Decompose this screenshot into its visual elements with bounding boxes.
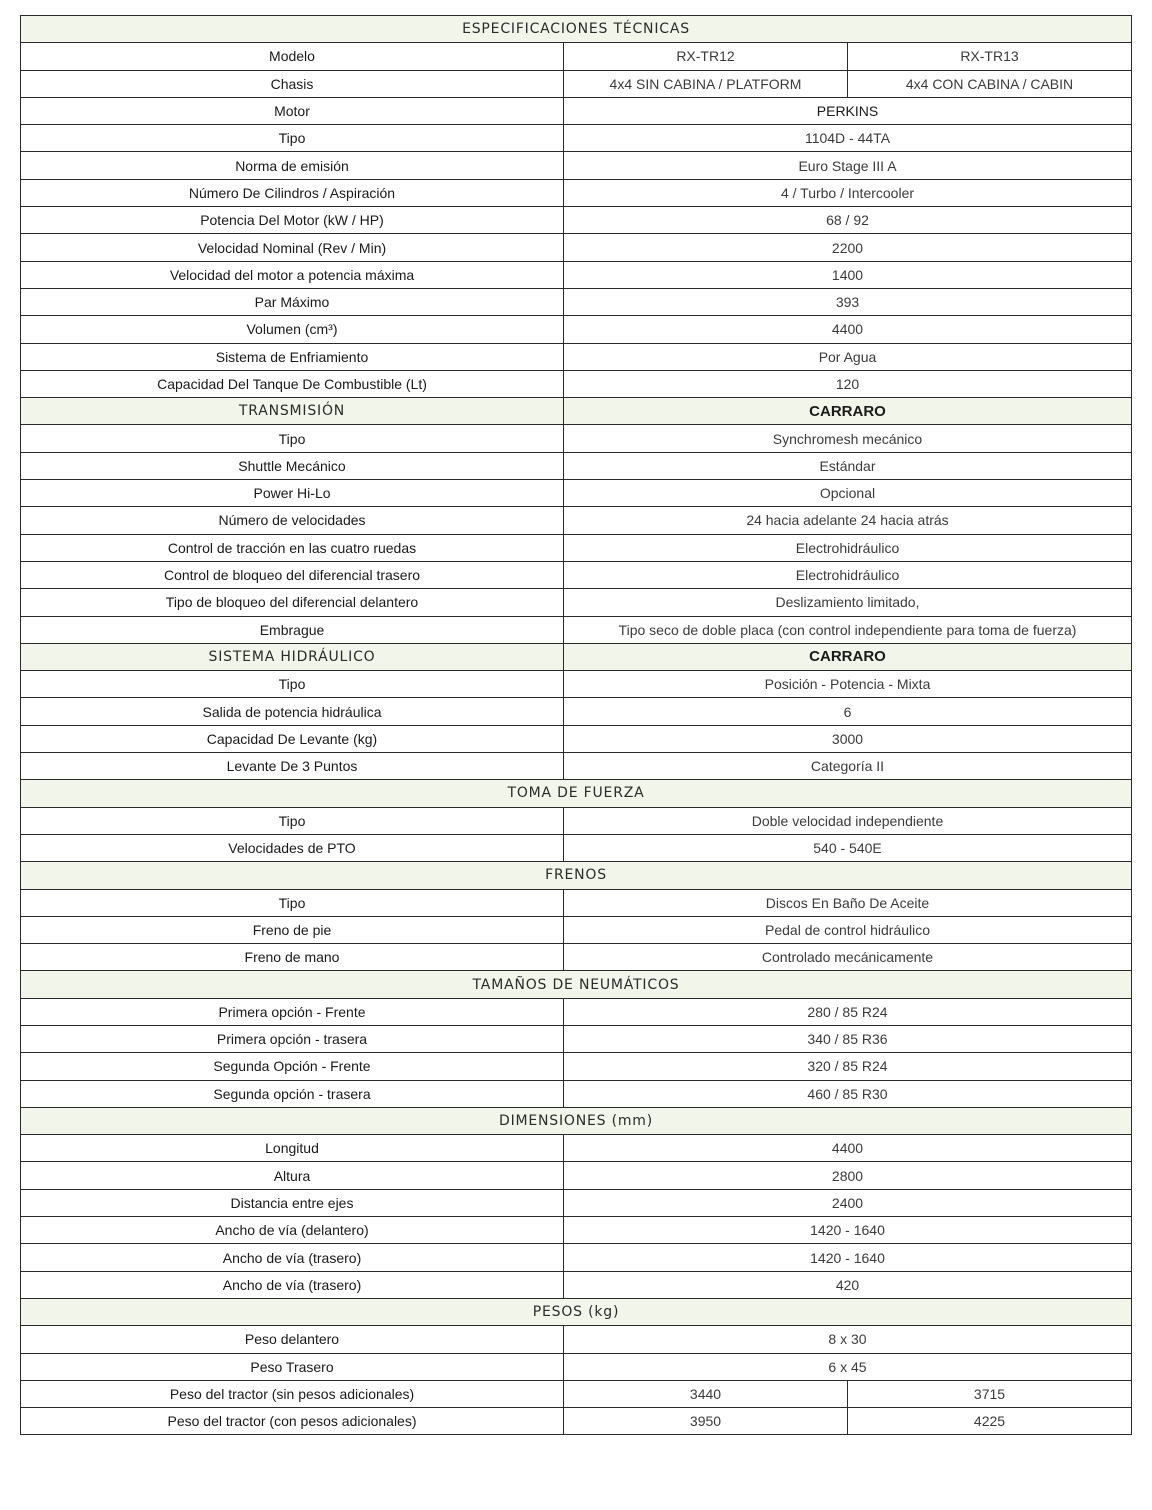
row-label: Capacidad Del Tanque De Combustible (Lt) xyxy=(21,370,564,397)
row-label: Freno de pie xyxy=(21,916,564,943)
section-header-hydraulic xyxy=(21,643,1132,670)
row-value: 1400 xyxy=(564,261,1132,288)
row-value: 3000 xyxy=(564,725,1132,752)
row-value: 1104D - 44TA xyxy=(564,125,1132,152)
row-value: 6 xyxy=(564,698,1132,725)
table-title-row xyxy=(21,16,1132,43)
table-row xyxy=(21,425,1132,452)
row-value: 1420 - 1640 xyxy=(564,1244,1132,1271)
row-value: 4400 xyxy=(564,1135,1132,1162)
row-value: 2200 xyxy=(564,234,1132,261)
table-row xyxy=(21,616,1132,643)
row-value: 8 x 30 xyxy=(564,1326,1132,1353)
row-value: Electrohidráulico xyxy=(564,561,1132,588)
row-value: 420 xyxy=(564,1271,1132,1298)
section-title: DIMENSIONES (mm) xyxy=(21,1107,1132,1134)
section-title: PESOS (kg) xyxy=(21,1298,1132,1325)
engine-brand: PERKINS xyxy=(564,97,1132,124)
table-row xyxy=(21,234,1132,261)
table-row xyxy=(21,316,1132,343)
table-row xyxy=(21,1353,1132,1380)
chassis-value-1: 4x4 SIN CABINA / PLATFORM xyxy=(564,70,848,97)
row-value: Synchromesh mecánico xyxy=(564,425,1132,452)
row-label: Control de tracción en las cuatro ruedas xyxy=(21,534,564,561)
row-value: 2400 xyxy=(564,1189,1132,1216)
model-row xyxy=(21,43,1132,70)
table-row xyxy=(21,889,1132,916)
row-label: Ancho de vía (trasero) xyxy=(21,1244,564,1271)
row-label: Segunda opción - trasera xyxy=(21,1080,564,1107)
row-label: Velocidad del motor a potencia máxima xyxy=(21,261,564,288)
row-label: Tipo xyxy=(21,125,564,152)
section-header-pto xyxy=(21,780,1132,807)
row-label: Levante De 3 Puntos xyxy=(21,753,564,780)
row-label: Sistema de Enfriamiento xyxy=(21,343,564,370)
row-label: Tipo xyxy=(21,889,564,916)
row-label: Número de velocidades xyxy=(21,507,564,534)
section-header-tires xyxy=(21,971,1132,998)
row-value: 2800 xyxy=(564,1162,1132,1189)
row-label: Potencia Del Motor (kW / HP) xyxy=(21,207,564,234)
section-header-weights xyxy=(21,1298,1132,1325)
section-header-transmission xyxy=(21,398,1132,425)
row-label: Peso Trasero xyxy=(21,1353,564,1380)
table-row xyxy=(21,1408,1132,1435)
row-label: Tipo de bloqueo del diferencial delantero xyxy=(21,589,564,616)
table-title: ESPECIFICACIONES TÉCNICAS xyxy=(21,16,1132,43)
table-row xyxy=(21,1326,1132,1353)
table-row xyxy=(21,671,1132,698)
table-row xyxy=(21,370,1132,397)
row-label: Freno de mano xyxy=(21,944,564,971)
table-row xyxy=(21,261,1132,288)
table-row xyxy=(21,698,1132,725)
row-value: Doble velocidad independiente xyxy=(564,807,1132,834)
row-label: Chasis xyxy=(21,70,564,97)
row-value: 540 - 540E xyxy=(564,834,1132,861)
table-row xyxy=(21,534,1132,561)
row-value: 24 hacia adelante 24 hacia atrás xyxy=(564,507,1132,534)
row-label: Velocidad Nominal (Rev / Min) xyxy=(21,234,564,261)
row-label: Ancho de vía (trasero) xyxy=(21,1271,564,1298)
table-row xyxy=(21,1135,1132,1162)
engine-brand-row xyxy=(21,97,1132,124)
row-value: 4400 xyxy=(564,316,1132,343)
section-brand: CARRARO xyxy=(564,643,1132,670)
table-row xyxy=(21,1162,1132,1189)
row-value: 68 / 92 xyxy=(564,207,1132,234)
chassis-value-2: 4x4 CON CABINA / CABIN xyxy=(848,70,1132,97)
section-title: TRANSMISIÓN xyxy=(21,398,564,425)
spec-table xyxy=(20,15,1132,1435)
table-row xyxy=(21,1189,1132,1216)
row-label: Peso del tractor (con pesos adicionales) xyxy=(21,1408,564,1435)
table-row xyxy=(21,1271,1132,1298)
row-label: Ancho de vía (delantero) xyxy=(21,1217,564,1244)
row-value-rx-tr13: 4225 xyxy=(848,1408,1132,1435)
row-value-rx-tr13: 3715 xyxy=(848,1380,1132,1407)
table-row xyxy=(21,125,1132,152)
row-value: Tipo seco de doble placa (con control independiente para toma de fuerza) xyxy=(564,616,1132,643)
table-row xyxy=(21,480,1132,507)
section-header-dimensions xyxy=(21,1107,1132,1134)
table-row xyxy=(21,998,1132,1025)
row-label: Distancia entre ejes xyxy=(21,1189,564,1216)
row-label: Primera opción - Frente xyxy=(21,998,564,1025)
section-brand: CARRARO xyxy=(564,398,1132,425)
row-value-rx-tr12: 3440 xyxy=(564,1380,848,1407)
section-title: TAMAÑOS DE NEUMÁTICOS xyxy=(21,971,1132,998)
row-value: 120 xyxy=(564,370,1132,397)
table-row xyxy=(21,343,1132,370)
row-label: Control de bloqueo del diferencial trasero xyxy=(21,561,564,588)
row-label: Segunda Opción - Frente xyxy=(21,1053,564,1080)
row-label: Power Hi-Lo xyxy=(21,480,564,507)
row-label: Capacidad De Levante (kg) xyxy=(21,725,564,752)
table-row xyxy=(21,916,1132,943)
row-label: Par Máximo xyxy=(21,288,564,315)
row-value: Euro Stage III A xyxy=(564,152,1132,179)
row-value: Pedal de control hidráulico xyxy=(564,916,1132,943)
table-row xyxy=(21,944,1132,971)
row-label: Shuttle Mecánico xyxy=(21,452,564,479)
section-title: TOMA DE FUERZA xyxy=(21,780,1132,807)
table-row xyxy=(21,179,1132,206)
table-row xyxy=(21,589,1132,616)
row-value: 6 x 45 xyxy=(564,1353,1132,1380)
row-value: 1420 - 1640 xyxy=(564,1217,1132,1244)
table-row xyxy=(21,1244,1132,1271)
table-row xyxy=(21,753,1132,780)
row-value: 320 / 85 R24 xyxy=(564,1053,1132,1080)
row-value: Opcional xyxy=(564,480,1132,507)
row-label: Longitud xyxy=(21,1135,564,1162)
row-label: Modelo xyxy=(21,43,564,70)
table-row xyxy=(21,207,1132,234)
row-label: Altura xyxy=(21,1162,564,1189)
table-row xyxy=(21,561,1132,588)
row-label: Embrague xyxy=(21,616,564,643)
row-value: 340 / 85 R36 xyxy=(564,1025,1132,1052)
section-title: SISTEMA HIDRÁULICO xyxy=(21,643,564,670)
section-header-brakes xyxy=(21,862,1132,889)
table-row xyxy=(21,288,1132,315)
row-label: Tipo xyxy=(21,807,564,834)
table-row xyxy=(21,152,1132,179)
row-label: Peso del tractor (sin pesos adicionales) xyxy=(21,1380,564,1407)
row-value: Controlado mecánicamente xyxy=(564,944,1132,971)
model-rx-tr13: RX-TR13 xyxy=(848,43,1132,70)
chassis-row xyxy=(21,70,1132,97)
table-row xyxy=(21,834,1132,861)
row-value: Categoría II xyxy=(564,753,1132,780)
model-rx-tr12: RX-TR12 xyxy=(564,43,848,70)
row-label: Número De Cilindros / Aspiración xyxy=(21,179,564,206)
row-value: 393 xyxy=(564,288,1132,315)
row-label: Peso delantero xyxy=(21,1326,564,1353)
row-value-rx-tr12: 3950 xyxy=(564,1408,848,1435)
row-label: Velocidades de PTO xyxy=(21,834,564,861)
row-label: Motor xyxy=(21,97,564,124)
table-row xyxy=(21,1380,1132,1407)
row-value: Electrohidráulico xyxy=(564,534,1132,561)
table-row xyxy=(21,1217,1132,1244)
row-value: Deslizamiento limitado, xyxy=(564,589,1132,616)
table-row xyxy=(21,507,1132,534)
row-value: Estándar xyxy=(564,452,1132,479)
row-value: Por Agua xyxy=(564,343,1132,370)
row-value: 4 / Turbo / Intercooler xyxy=(564,179,1132,206)
table-row xyxy=(21,1080,1132,1107)
row-label: Volumen (cm³) xyxy=(21,316,564,343)
section-title: FRENOS xyxy=(21,862,1132,889)
row-value: Discos En Baño De Aceite xyxy=(564,889,1132,916)
row-label: Tipo xyxy=(21,671,564,698)
table-row xyxy=(21,725,1132,752)
table-row xyxy=(21,807,1132,834)
table-row xyxy=(21,452,1132,479)
row-label: Primera opción - trasera xyxy=(21,1025,564,1052)
row-label: Tipo xyxy=(21,425,564,452)
row-label: Salida de potencia hidráulica xyxy=(21,698,564,725)
table-row xyxy=(21,1053,1132,1080)
row-value: Posición - Potencia - Mixta xyxy=(564,671,1132,698)
row-value: 280 / 85 R24 xyxy=(564,998,1132,1025)
row-label: Norma de emisión xyxy=(21,152,564,179)
table-row xyxy=(21,1025,1132,1052)
row-value: 460 / 85 R30 xyxy=(564,1080,1132,1107)
